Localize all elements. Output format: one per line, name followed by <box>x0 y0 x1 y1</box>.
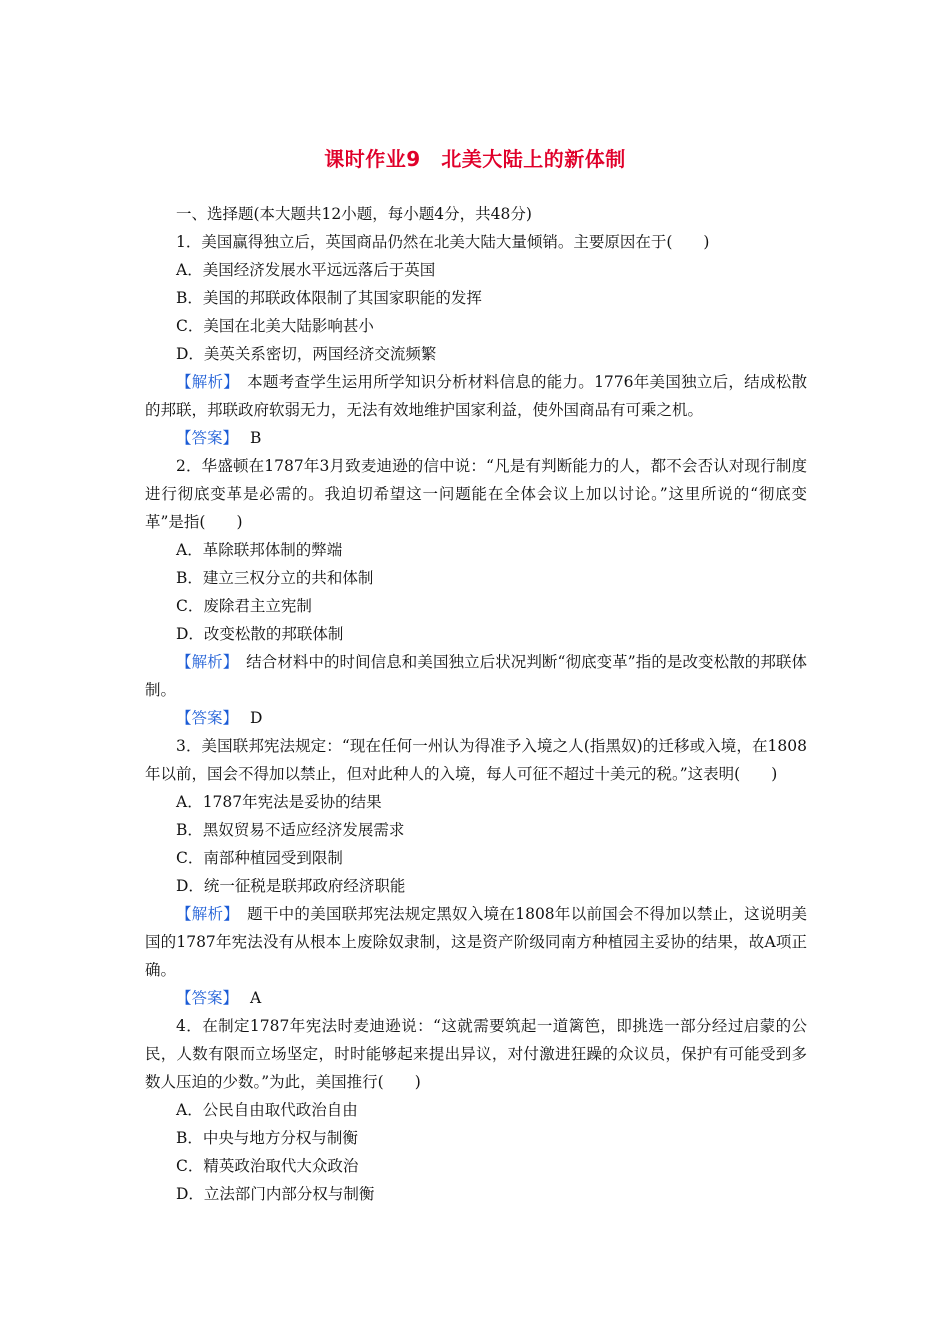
answer <box>145 704 807 732</box>
question-stem: 4．在制定1787年宪法时麦迪逊说：“这就需要筑起一道篱笆，即挑选一部分经过启蒙的公民，人数有限而立场坚定，时时能够起来提出异议，对付激进狂躁的众议员，保护有可能受到多数人压迫的少数。”为此，美国推行( ) <box>145 1017 807 1091</box>
analysis-tag: 【解析】 <box>176 653 231 671</box>
answer-tag: 【答案】 <box>176 989 239 1007</box>
option-a: A．公民自由取代政治自由 <box>176 1101 358 1119</box>
option-d: D．改变松散的邦联体制 <box>176 625 344 643</box>
option-a: A．1787年宪法是妥协的结果 <box>176 793 382 811</box>
option-b: B．中央与地方分权与制衡 <box>176 1129 358 1147</box>
page-title: 课时作业9 北美大陆上的新体制 <box>324 147 626 171</box>
answer <box>145 984 807 1012</box>
answer-tag: 【答案】 <box>176 709 239 727</box>
option-d: D．立法部门内部分权与制衡 <box>176 1185 375 1203</box>
answer-value: B <box>250 429 262 447</box>
answer-tag: 【答案】 <box>176 429 239 447</box>
option-d: D．统一征税是联邦政府经济职能 <box>176 877 406 895</box>
question-stem: 3．美国联邦宪法规定：“现在任何一州认为得准予入境之人(指黑奴)的迁移或入境，在1808年以前，国会不得加以禁止，但对此种人的入境，每人可征不超过十美元的税。”这表明( ) <box>145 737 807 783</box>
analysis-text: 结合材料中的时间信息和美国独立后状况判断“彻底变革”指的是改变松散的邦联体制。 <box>145 653 807 699</box>
option-c: C．美国在北美大陆影响甚小 <box>176 317 374 335</box>
analysis-text: 本题考查学生运用所学知识分析材料信息的能力。1776年美国独立后，结成松散的邦联，邦联政府软弱无力，无法有效地维护国家利益，使外国商品有可乘之机。 <box>145 373 807 419</box>
option-a: A．美国经济发展水平远远落后于英国 <box>176 261 436 279</box>
option-c: C．废除君主立宪制 <box>176 597 312 615</box>
question-3 <box>145 732 807 1012</box>
question-1 <box>145 228 807 452</box>
analysis-tag: 【解析】 <box>176 373 232 391</box>
answer-value: A <box>250 989 262 1007</box>
option-d: D．美英关系密切，两国经济交流频繁 <box>176 345 437 363</box>
question-stem: 1．美国赢得独立后，英国商品仍然在北美大陆大量倾销。主要原因在于( ) <box>176 233 710 251</box>
option-a: A．革除联邦体制的弊端 <box>176 541 343 559</box>
document-body <box>145 200 807 1208</box>
analysis-tag: 【解析】 <box>176 905 232 923</box>
answer <box>145 424 807 452</box>
analysis-text: 题干中的美国联邦宪法规定黑奴入境在1808年以前国会不得加以禁止，这说明美国的1787年宪法没有从根本上废除奴隶制，这是资产阶级同南方种植园主妥协的结果，故A项正确。 <box>145 905 807 979</box>
answer-value: D <box>250 709 263 727</box>
analysis <box>145 900 807 984</box>
question-4 <box>145 1012 807 1208</box>
analysis <box>145 648 807 704</box>
option-b: B．建立三权分立的共和体制 <box>176 569 374 587</box>
analysis <box>145 368 807 424</box>
section-heading: 一、选择题(本大题共12小题，每小题4分，共48分) <box>176 205 532 223</box>
question-2 <box>145 452 807 732</box>
option-b: B．美国的邦联政体限制了其国家职能的发挥 <box>176 289 482 307</box>
option-b: B．黑奴贸易不适应经济发展需求 <box>176 821 405 839</box>
question-stem: 2．华盛顿在1787年3月致麦迪逊的信中说：“凡是有判断能力的人，都不会否认对现行制度进行彻底变革是必需的。我迫切希望这一问题能在全体会议上加以讨论。”这里所说的“彻底变革”是指( ) <box>145 457 807 531</box>
option-c: C．精英政治取代大众政治 <box>176 1157 359 1175</box>
option-c: C．南部种植园受到限制 <box>176 849 343 867</box>
